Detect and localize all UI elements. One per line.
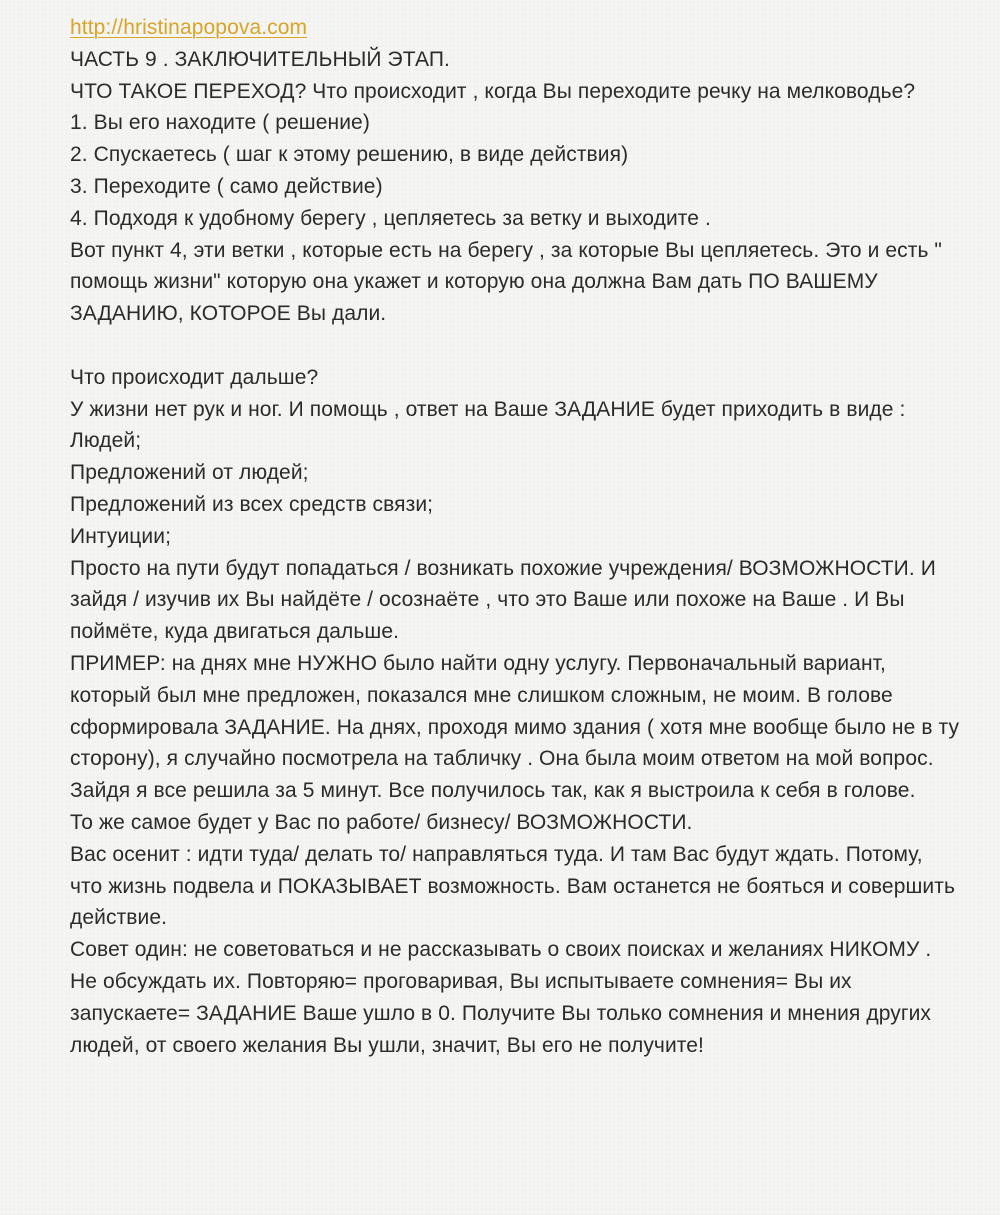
note-paragraph: ЧТО ТАКОЕ ПЕРЕХОД? Что происходит , когда Вы переходите речку на мелководье? [70,79,916,103]
note-heading: ЧАСТЬ 9 . ЗАКЛЮЧИТЕЛЬНЫЙ ЭТАП. [70,47,450,71]
note-body [70,12,960,1061]
note-list-item: 4. Подходя к удобному берегу , цепляетесь за ветку и выходите . [70,206,711,230]
note-list-item: 2. Спускаетесь ( шаг к этому решению, в виде действия) [70,143,629,167]
note-list-item: Предложений от людей; [70,461,309,485]
note-paragraph: Просто на пути будут попадаться / возникать похожие учреждения/ ВОЗМОЖНОСТИ. И зайдя / изучив их Вы найдёте / осознаёте , что это Ваше или похоже на Ваше . И Вы поймёте, куда двигаться дальше. [70,556,936,644]
note-list-item: Предложений из всех средств связи; [70,492,434,516]
note-paragraph: Что происходит дальше? [70,365,319,389]
note-paragraph: ПРИМЕР: на днях мне НУЖНО было найти одну услугу. Первоначальный вариант, который был мне предложен, показался мне слишком сложным, не моим. В голове сформировала ЗАДАНИЕ. На днях, проходя мимо здания ( хотя мне вообще было не в ту сторону), я случайно посмотрела на табличку . Она была моим ответом на мой вопрос. Зайдя я все решила за 5 минут. Все получилось так, как я выстроила к себя в голове. [70,651,960,803]
note-paragraph: Совет один: не советоваться и не рассказывать о своих поисках и желаниях НИКОМУ . Не обсуждать их. Повторяю= проговаривая, Вы испытываете сомнения= Вы их запускаете= ЗАДАНИЕ Ваше ушло в 0. Получите Вы только сомнения и мнения других людей, от своего желания Вы ушли, значит, Вы его не получите! [70,938,932,1057]
note-list-item: 1. Вы его находите ( решение) [70,111,370,135]
note-list-item: Интуиции; [70,524,171,548]
note-paragraph: Вот пункт 4, эти ветки , которые есть на берегу , за которые Вы цепляетесь. Это и есть " помощь жизни" которую она укажет и которую она должна Вам дать ПО ВАШЕМУ ЗАДАНИЮ, КОТОРОЕ Вы дали. [70,238,942,326]
blank-line [70,330,960,362]
note-list-item: Людей; [70,429,142,453]
note-paragraph: То же самое будет у Вас по работе/ бизнесу/ ВОЗМОЖНОСТИ. [70,810,693,834]
note-paragraph: У жизни нет рук и ног. И помощь , ответ на Ваше ЗАДАНИЕ будет приходить в виде : [70,397,906,421]
website-link[interactable]: http://hristinapopova.com [70,16,308,39]
note-list-item: 3. Переходите ( само действие) [70,174,383,198]
note-paragraph: Вас осенит : идти туда/ делать то/ направляться туда. И там Вас будут ждать. Потому, что жизнь подвела и ПОКАЗЫВАЕТ возможность. Вам останется не бояться и совершить действие. [70,842,956,930]
